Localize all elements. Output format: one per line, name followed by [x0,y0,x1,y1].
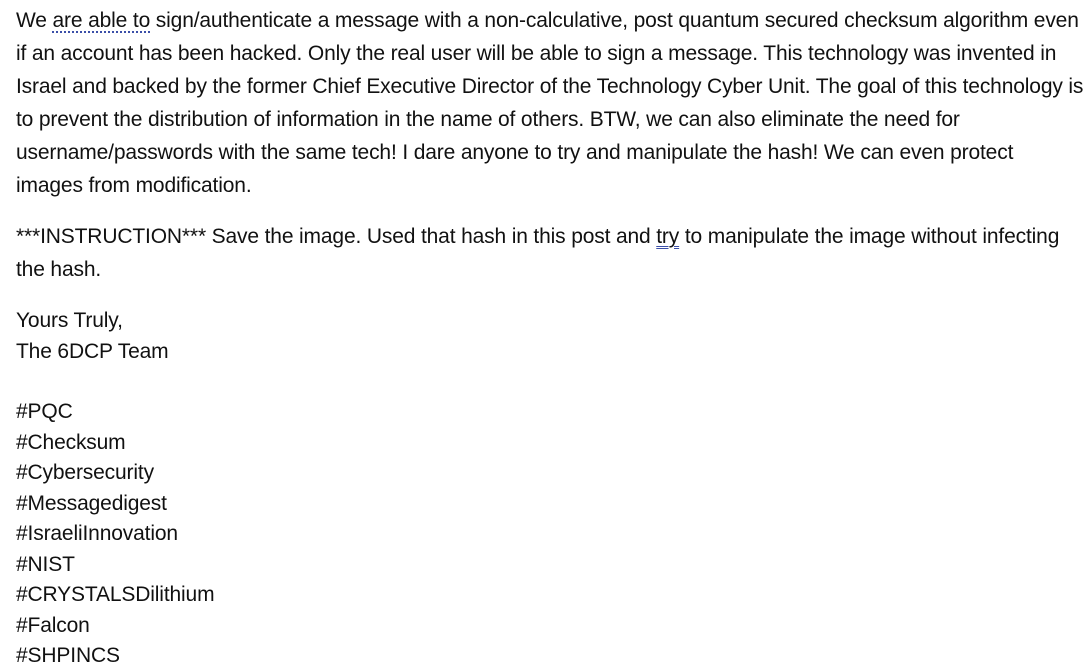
hashtag: #PQC [16,400,73,423]
clarity-suggestion-underline[interactable]: try [656,225,680,248]
grammar-suggestion-underline[interactable]: are able to [52,9,151,32]
paragraph-intro [16,4,1084,202]
signature-team: The 6DCP Team [16,340,169,363]
hashtag: #CRYSTALSDilithium [16,583,215,606]
paragraph-instruction-lead: ***INSTRUCTION*** Save the image. Used that hash in this post and [16,225,657,248]
hashtag: #IsraeliInnovation [16,522,178,545]
hashtag: #NIST [16,552,75,576]
hashtag: #Falcon [16,613,90,637]
hashtag-list [16,397,1084,672]
hashtag: #Messagedigest [16,491,167,515]
paragraph-instruction-rest: to manipulate the image without infecting the hash. [16,225,1060,281]
hashtag: #Checksum [16,430,126,454]
paragraph-intro-lead: We [16,9,53,32]
paragraph-instruction [16,220,1084,286]
signature-closing: Yours Truly, [16,309,123,332]
signature-block [16,305,1084,367]
hashtag: #SHPINCS [16,644,120,667]
document-body[interactable] [16,4,1084,672]
paragraph-intro-rest: sign/authenticate a message with a non-calculative, post quantum secured checksum algorithm even if an account has been hacked. Only the real user will be able to sign a message. This technology was invented in Israel and backed by the former Chief Executive Director of the Technology Cyber Unit. The goal of this technology is to prevent the distribution of information in the name of others. BTW, we can also eliminate the need for username/passwords with the same tech! I dare anyone to try and manipulate the hash! We can even protect images from modification. [16,9,1084,197]
hashtag: #Cybersecurity [16,461,154,484]
